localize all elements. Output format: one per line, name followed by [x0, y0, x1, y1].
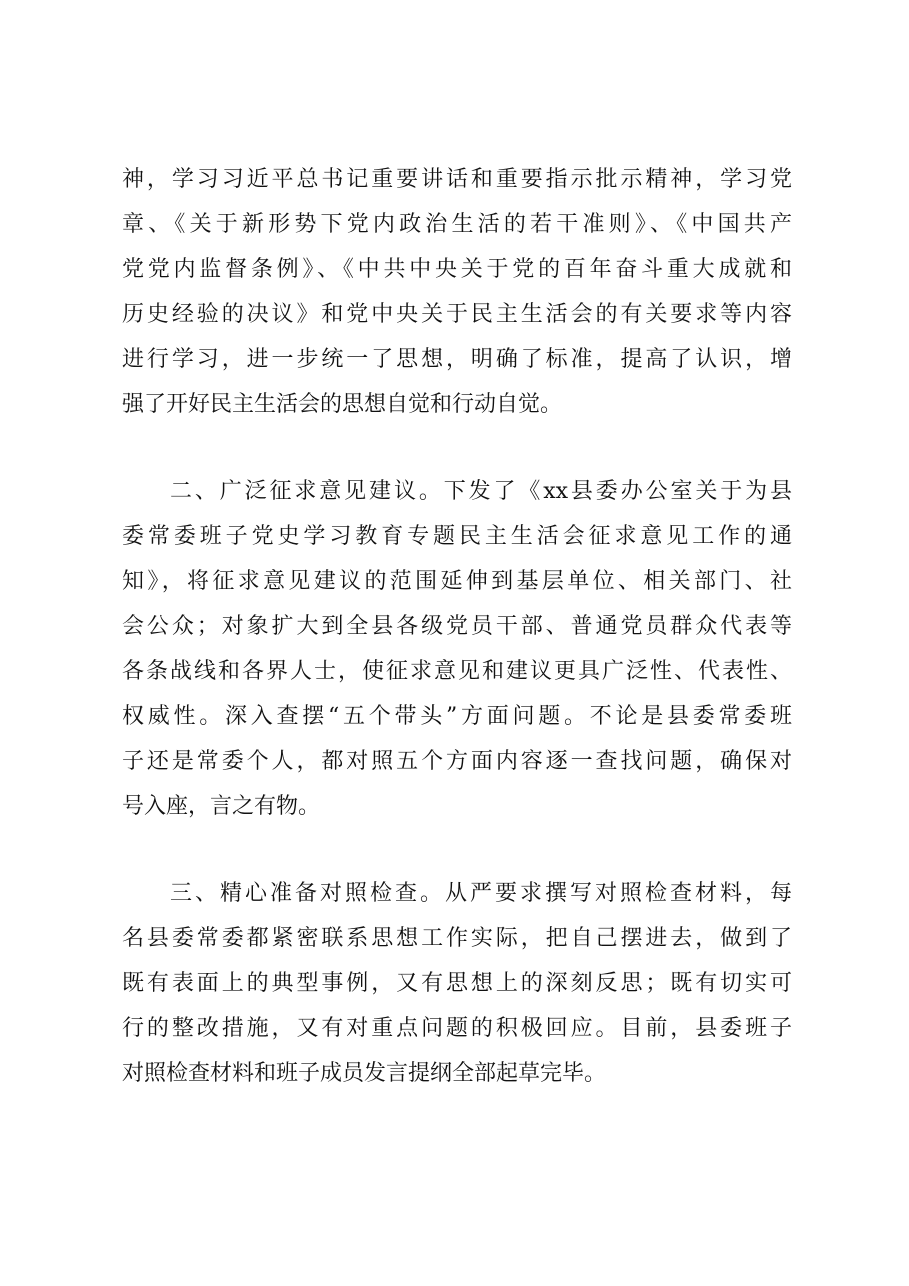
text-line: 强了开好民主生活会的思想自觉和行动自觉。	[122, 392, 563, 417]
text-line: 各条战线和各界人士，使征求意见和建议更具广泛性、代表性、	[122, 659, 792, 684]
text-line: 对照检查材料和班子成员发言提纲全部起草完毕。	[122, 1061, 607, 1086]
text-line: 既有表面上的典型事例，又有思想上的深刻反思；既有切实可	[122, 971, 792, 996]
text-line: 神，学习习近平总书记重要讲话和重要指示批示精神，学习党	[122, 167, 792, 192]
text-line: 名县委常委都紧密联系思想工作实际，把自己摆进去，做到了	[122, 926, 792, 951]
text-line: 号入座，言之有物。	[122, 794, 321, 819]
text-line: 行的整改措施，又有对重点问题的积极回应。目前，县委班子	[122, 1016, 792, 1041]
text-line: 三、精心准备对照检查。从严要求撰写对照检查材料，每	[170, 881, 792, 906]
text-line: 章、《关于新形势下党内政治生活的若干准则》、《中国共产	[122, 212, 792, 237]
text-line: 进行学习，进一步统一了思想，明确了标准，提高了认识，增	[122, 347, 792, 372]
text-line: 知》，将征求意见建议的范围延伸到基层单位、相关部门、社	[122, 569, 792, 594]
text-line: 历史经验的决议》和党中央关于民主生活会的有关要求等内容	[122, 302, 792, 327]
text-line: 会公众；对象扩大到全县各级党员干部、普通党员群众代表等	[122, 614, 792, 639]
text-line: 子还是常委个人，都对照五个方面内容逐一查找问题，确保对	[122, 749, 792, 774]
text-line: 党党内监督条例》、《中共中央关于党的百年奋斗重大成就和	[122, 257, 792, 282]
text-line: 委常委班子党史学习教育专题民主生活会征求意见工作的通	[122, 524, 792, 549]
text-line: 权威性。深入查摆“五个带头”方面问题。不论是县委常委班	[122, 704, 792, 729]
text-line: 二、广泛征求意见建议。下发了《xx县委办公室关于为县	[170, 479, 792, 504]
